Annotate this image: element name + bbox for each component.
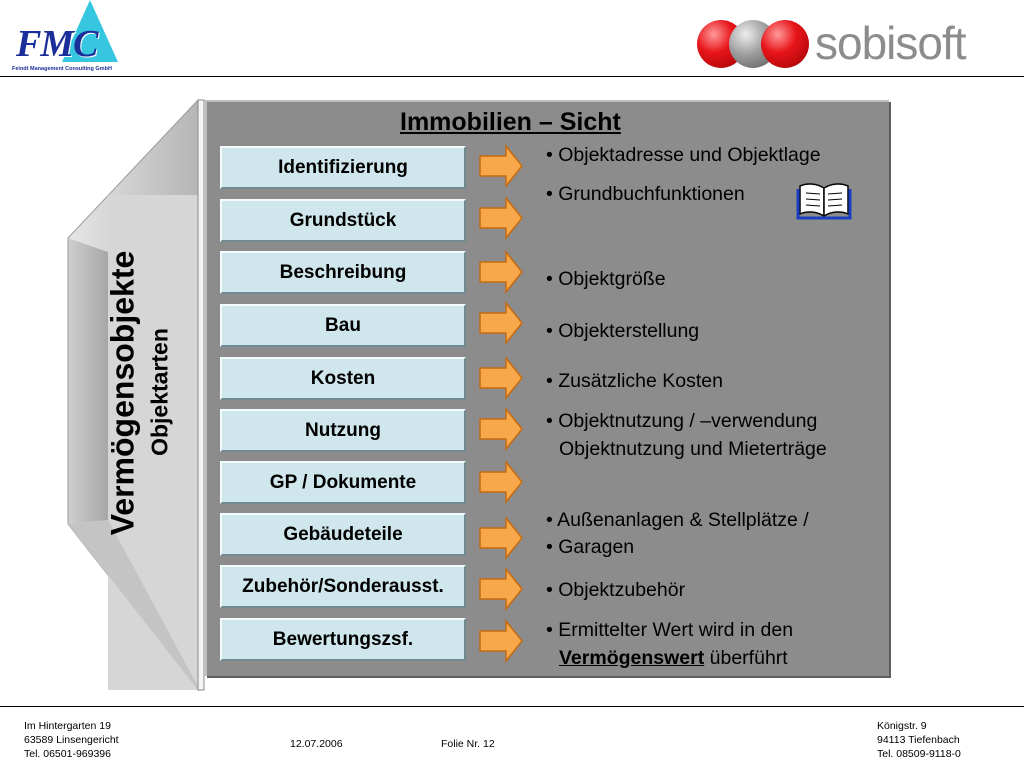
category-button-bewertung[interactable]: Bewertungszsf. (220, 618, 466, 661)
category-button-identifizierung[interactable]: Identifizierung (220, 146, 466, 189)
info-groesse: • Objektgröße (546, 268, 666, 290)
arrow-right-icon (478, 301, 524, 345)
category-button-beschreibung[interactable]: Beschreibung (220, 251, 466, 294)
info-zubehoer: • Objektzubehör (546, 579, 686, 601)
category-button-zubehoer[interactable]: Zubehör/Sonderausst. (220, 565, 466, 608)
footer-divider (0, 706, 1024, 707)
arrow-right-icon (478, 619, 524, 663)
info-wert-rest: überführt (704, 647, 788, 669)
info-erstellung: • Objekterstellung (546, 320, 700, 342)
info-wert-detail (559, 645, 788, 672)
arrow-right-icon (478, 460, 524, 504)
footer-date: 12.07.2006 (290, 738, 343, 750)
arrow-right-icon (478, 196, 524, 240)
fmc-logo-text: FMC (16, 23, 98, 65)
arrow-right-icon (478, 356, 524, 400)
info-wert: • Ermittelter Wert wird in den (546, 619, 794, 641)
sobisoft-red-ball-icon (761, 20, 809, 68)
side-title: Vermögensobjekte (104, 250, 141, 536)
arrow-right-icon (478, 407, 524, 451)
side-subtitle: Objektarten (146, 328, 173, 456)
info-nutzung: • Objektnutzung / –verwendung (546, 410, 818, 432)
footer-left-address (24, 719, 119, 761)
category-button-gebaeudeteile[interactable]: Gebäudeteile (220, 513, 466, 556)
footer-right-city: 94113 Tiefenbach (877, 734, 960, 746)
info-nutzung-detail: Objektnutzung und Mieterträge (559, 438, 827, 460)
category-button-gp-dokumente[interactable]: GP / Dokumente (220, 461, 466, 504)
book-icon (796, 180, 852, 222)
arrow-right-icon (478, 144, 524, 188)
panel-title: Immobilien – Sicht (400, 108, 621, 136)
info-vermoegenswert: Vermögenswert (559, 647, 705, 669)
fmc-logo-subtitle: Feindt Management Consulting GmbH (12, 66, 112, 72)
arrow-right-icon (478, 516, 524, 560)
footer-right-address (877, 719, 961, 761)
sobisoft-logo (697, 18, 1012, 73)
footer-left-phone: Tel. 06501-969396 (24, 748, 111, 760)
footer-right-phone: Tel. 08509-9118-0 (877, 748, 961, 760)
category-button-nutzung[interactable]: Nutzung (220, 409, 466, 452)
arrow-right-icon (478, 567, 524, 611)
info-grundbuch: • Grundbuchfunktionen (546, 183, 745, 205)
footer-slide-number: Folie Nr. 12 (441, 738, 495, 750)
info-kosten: • Zusätzliche Kosten (546, 370, 723, 392)
category-button-kosten[interactable]: Kosten (220, 357, 466, 400)
footer-left-city: 63589 Linsengericht (24, 734, 119, 746)
sobisoft-logo-text: sobisoft (815, 17, 966, 69)
arrow-right-icon (478, 250, 524, 294)
footer-right-street: Königstr. 9 (877, 720, 927, 732)
footer-left-street: Im Hintergarten 19 (24, 720, 111, 732)
info-aussenanlagen: • Außenanlagen & Stellplätze / (546, 509, 809, 531)
category-button-bau[interactable]: Bau (220, 304, 466, 347)
category-button-grundstueck[interactable]: Grundstück (220, 199, 466, 242)
info-objektadresse: • Objektadresse und Objektlage (546, 144, 821, 166)
info-garagen: • Garagen (546, 536, 635, 558)
